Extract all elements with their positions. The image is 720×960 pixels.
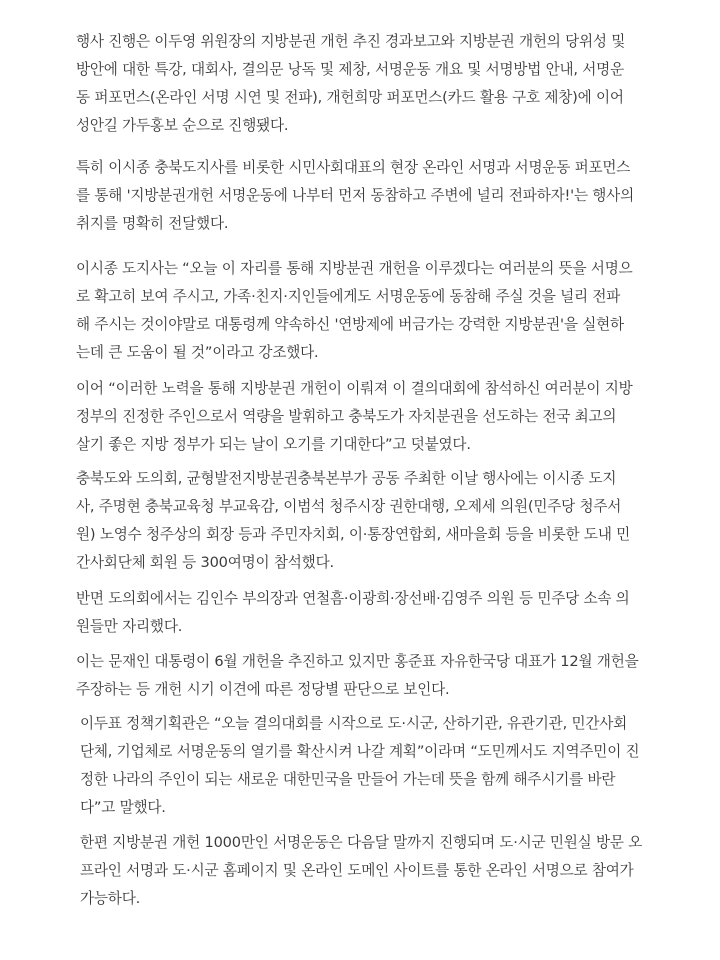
text-line: 간사회단체 회원 등 300여명이 참석했다. [76, 554, 334, 571]
text-line: 한편 지방분권 개헌 1000만인 서명운동은 다음달 말까지 진행되며 도·시군 민원실 방문 오 [80, 834, 643, 851]
text-line: 성안길 가두홍보 순으로 진행됐다. [76, 117, 289, 134]
text-line: 주장하는 등 개헌 시기 이견에 따른 정당별 판단으로 보인다. [76, 681, 450, 698]
text-line: 프라인 서명과 도·시군 홈페이지 및 온라인 도메인 사이트를 통한 온라인 서명으로 참여가 [80, 862, 634, 879]
text-line: 는데 큰 도움이 될 것”이라고 강조했다. [76, 344, 319, 361]
text-line: 원) 노영수 청주상의 회장 등과 주민자치회, 이·통장연합회, 새마을회 등을 비롯한 도내 민 [76, 526, 631, 543]
text-line: 가능하다. [80, 890, 141, 907]
paragraph-1 [76, 28, 625, 140]
text-line: 사, 주명현 충북교육청 부교육감, 이범석 청주시장 권한대행, 오제세 의원(민주당 청주서 [76, 498, 622, 515]
text-line: 를 통해 '지방분권개헌 서명운동에 나부터 먼저 동참하고 주변에 널리 전파하자!'는 행사의 [76, 187, 634, 204]
text-line: 특히 이시종 충북도지사를 비롯한 시민사회대표의 현장 온라인 서명과 서명운동 퍼포먼스 [76, 159, 631, 176]
text-line: 행사 진행은 이두영 위원장의 지방분권 개헌 추진 경과보고와 지방분권 개헌의 당위성 및 [76, 33, 626, 50]
paragraph-3 [76, 255, 633, 367]
text-line: 원들만 자리했다. [76, 618, 183, 635]
paragraph-9 [80, 829, 642, 913]
text-line: 단체, 기업체로 서명운동의 열기를 확산시켜 나갈 계획”이라며 “도민께서도 지역주민이 진 [80, 743, 640, 760]
text-line: 살기 좋은 지방 정부가 되는 날이 오기를 기대한다”고 덧붙였다. [76, 436, 471, 453]
text-line: 이어 “이러한 노력을 통해 지방분권 개헌이 이뤄져 이 결의대회에 참석하신 여러분이 지방 [76, 380, 633, 397]
text-line: 이시종 도지사는 “오늘 이 자리를 통해 지방분권 개헌을 이루겠다는 여러분의 뜻을 서명으 [76, 260, 633, 277]
text-line: 동 퍼포먼스(온라인 서명 시연 및 전파), 개헌희망 퍼포먼스(카드 활용 구호 제창)에 이어 [76, 89, 624, 106]
text-line: 방안에 대한 특강, 대회사, 결의문 낭독 및 제창, 서명운동 개요 및 서명방법 안내, 서명운 [76, 61, 624, 78]
text-line: 반면 도의회에서는 김인수 부의장과 연철흠·이광희·장선배·김영주 의원 등 민주당 소속 의 [76, 590, 630, 607]
text-line: 로 확고히 보여 주시고, 가족·친지·지인들에게도 서명운동에 동참해 주실 것을 널리 전파 [76, 288, 621, 305]
paragraph-8 [80, 710, 639, 822]
paragraph-7 [76, 648, 639, 704]
paragraph-4 [76, 375, 633, 459]
paragraph-5 [76, 465, 630, 577]
paragraph-2 [76, 154, 634, 238]
text-line: 충북도와 도의회, 균형발전지방분권충북본부가 공동 주최한 이날 행사에는 이시종 도지 [76, 470, 617, 487]
text-line: 정부의 진정한 주인으로서 역량을 발휘하고 충북도가 자치분권을 선도하는 전국 최고의 [76, 408, 617, 425]
text-line: 이두표 정책기획관은 “오늘 결의대회를 시작으로 도·시군, 산하기관, 유관기관, 민간사회 [80, 715, 628, 732]
text-line: 다”고 말했다. [80, 799, 166, 816]
text-line: 해 주시는 것이야말로 대통령께 약속하신 '연방제에 버금가는 강력한 지방분권'을 실현하 [76, 316, 624, 333]
text-line: 취지를 명확히 전달했다. [76, 215, 229, 232]
text-line: 정한 나라의 주인이 되는 새로운 대한민국을 만들어 가는데 뜻을 함께 해주시기를 바란 [80, 771, 616, 788]
paragraph-6 [76, 585, 630, 641]
text-line: 이는 문재인 대통령이 6월 개헌을 추진하고 있지만 홍준표 자유한국당 대표가 12월 개헌을 [76, 653, 639, 670]
